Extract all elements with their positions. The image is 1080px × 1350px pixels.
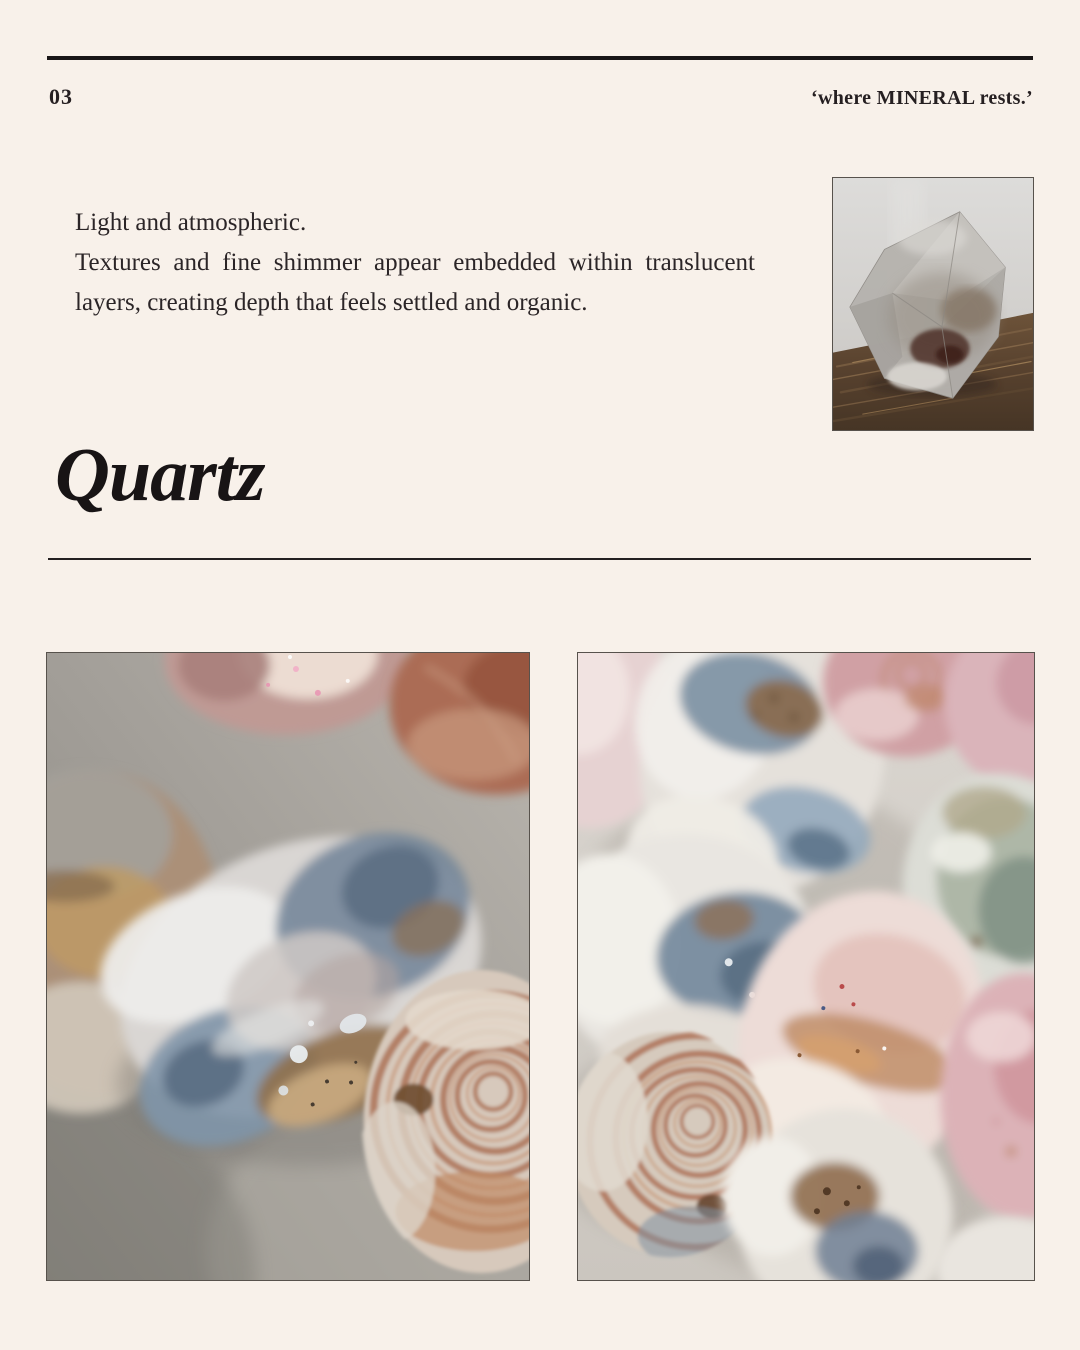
right-photo-image [578, 653, 1034, 1280]
divider-rule [48, 558, 1031, 560]
intro-text [75, 203, 755, 323]
left-gallery-photo [46, 652, 530, 1281]
intro-line-1: Light and atmospheric. [75, 209, 307, 236]
intro-line-3: layers, creating depth that feels settled and organic. [75, 289, 588, 316]
intro-line-2: Textures and fine shimmer appear embedded within translucent [75, 249, 755, 276]
page-number: 03 [49, 84, 73, 109]
hero-photo [832, 177, 1034, 431]
left-photo-image [47, 653, 529, 1280]
tagline: ‘where MINERAL rests.’ [811, 87, 1033, 109]
hero-photo-image [833, 178, 1033, 430]
top-rule [47, 56, 1033, 60]
page-title: Quartz [55, 433, 265, 517]
right-gallery-photo [577, 652, 1035, 1281]
